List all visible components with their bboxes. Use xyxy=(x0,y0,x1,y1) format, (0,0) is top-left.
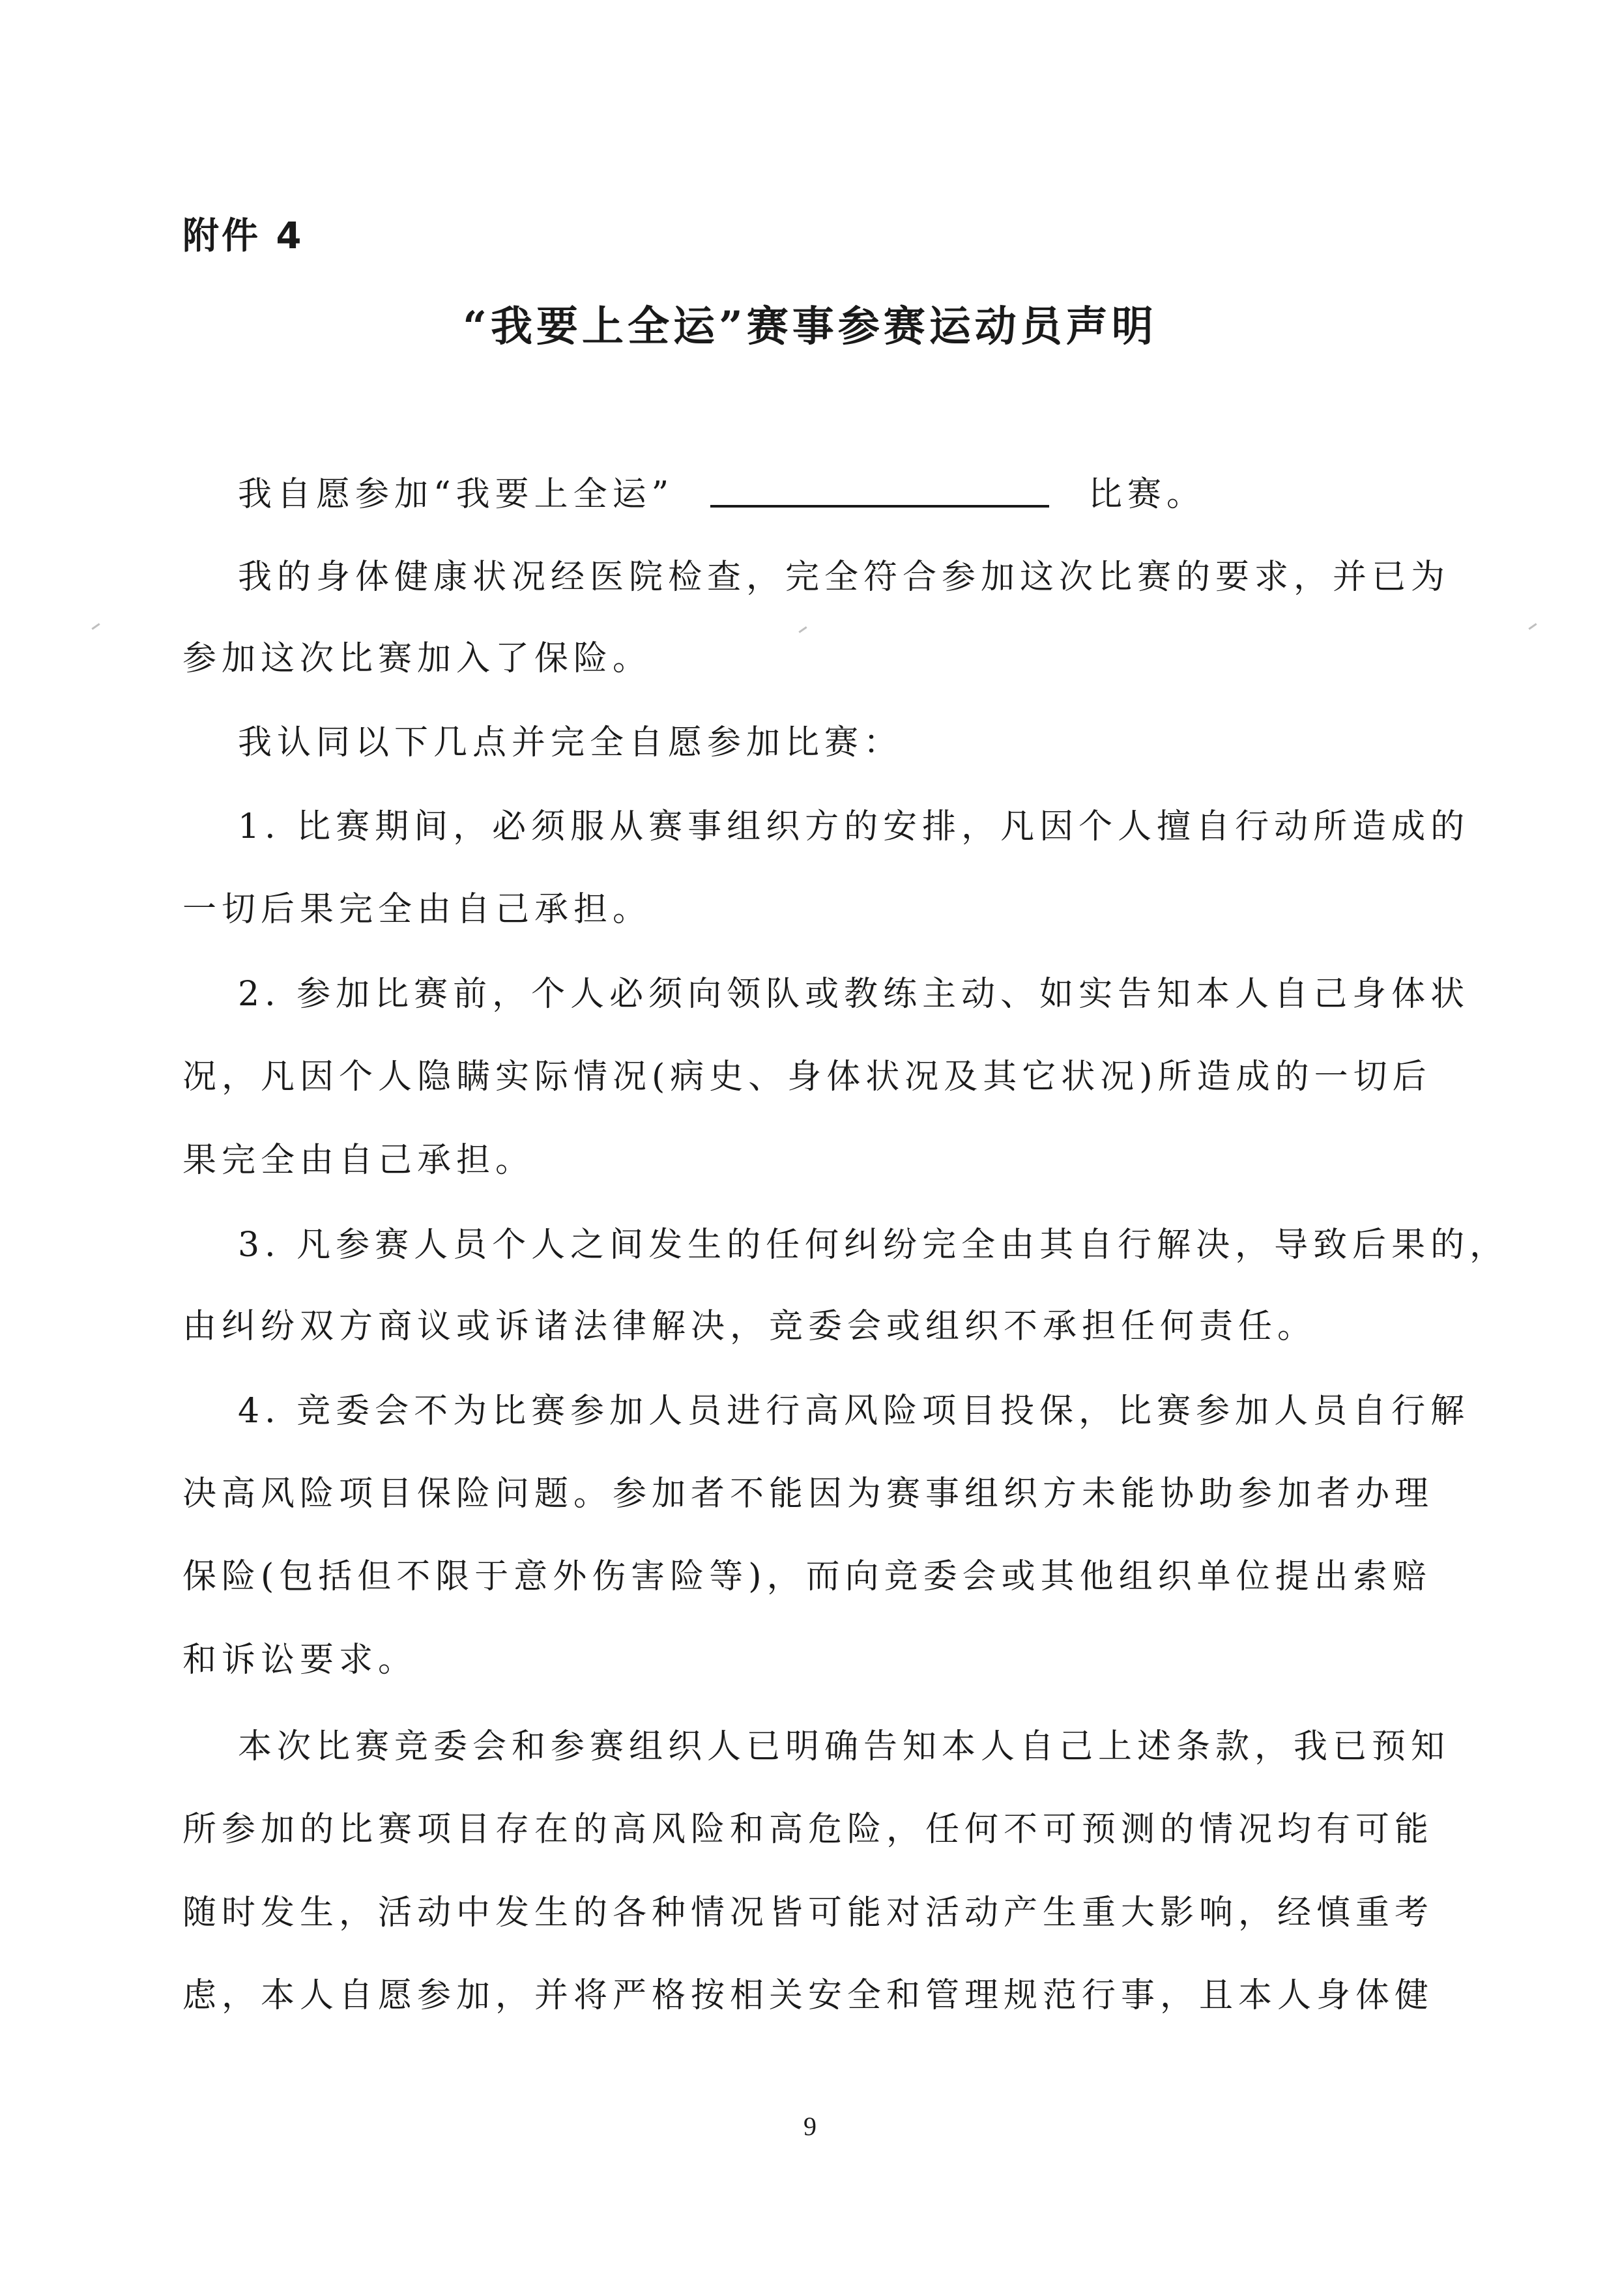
clause-2-line: 果完全由自己承担。 xyxy=(182,1141,535,1180)
paragraph-line: 虑，本人自愿参加，并将严格按相关安全和管理规范行事，且本人身体健 xyxy=(182,1976,1434,2015)
paragraph-line: 所参加的比赛项目存在的高风险和高危险，任何不可预测的情况均有可能 xyxy=(182,1810,1434,1849)
clause-2-line: 况，凡因个人隐瞒实际情况(病史、身体状况及其它状况)所造成的一切后 xyxy=(182,1057,1432,1097)
document-title: “我要上全运”赛事参赛运动员声明 xyxy=(463,302,1157,351)
clause-3-line: 3. 凡参赛人员个人之间发生的任何纠纷完全由其自行解决，导致后果的， xyxy=(238,1226,1509,1265)
paragraph-line: 我认同以下几点并完全自愿参加比赛： xyxy=(238,723,903,762)
clause-4-line: 4. 竞委会不为比赛参加人员进行高风险项目投保，比赛参加人员自行解 xyxy=(238,1392,1470,1431)
clause-4-line: 保险(包括但不限于意外伤害险等)，而向竞委会或其他组织单位提出索赔 xyxy=(182,1557,1432,1596)
paragraph-line: 随时发生，活动中发生的各种情况皆可能对活动产生重大影响，经慎重考 xyxy=(182,1893,1434,1932)
clause-3-line: 由纠纷双方商议或诉诸法律解决，竞委会或组织不承担任何责任。 xyxy=(182,1307,1317,1346)
page-number: 9 xyxy=(803,2112,817,2141)
statement-line-1b: 比赛。 xyxy=(1088,475,1206,514)
statement-line-1a: 我自愿参加“我要上全运” xyxy=(238,475,674,514)
paragraph-line: 本次比赛竞委会和参赛组织人已明确告知本人自己上述条款，我已预知 xyxy=(238,1727,1451,1766)
scan-speck xyxy=(91,623,100,629)
clause-4-line: 决高风险项目保险问题。参加者不能因为赛事组织方未能协助参加者办理 xyxy=(182,1474,1434,1514)
event-name-blank xyxy=(710,505,1049,508)
clause-4-line: 和诉讼要求。 xyxy=(182,1641,418,1680)
paragraph-line: 我的身体健康状况经医院检查，完全符合参加这次比赛的要求，并已为 xyxy=(238,558,1451,597)
attachment-label: 附件 4 xyxy=(182,215,304,257)
scan-speck xyxy=(1528,623,1537,629)
clause-2-line: 2. 参加比赛前，个人必须向领队或教练主动、如实告知本人自己身体状 xyxy=(238,975,1470,1014)
paragraph-line: 参加这次比赛加入了保险。 xyxy=(182,639,652,678)
clause-1-line: 1. 比赛期间，必须服从赛事组织方的安排，凡因个人擅自行动所造成的 xyxy=(238,807,1470,846)
scan-speck xyxy=(798,626,807,633)
clause-1-line: 一切后果完全由自己承担。 xyxy=(182,890,652,929)
